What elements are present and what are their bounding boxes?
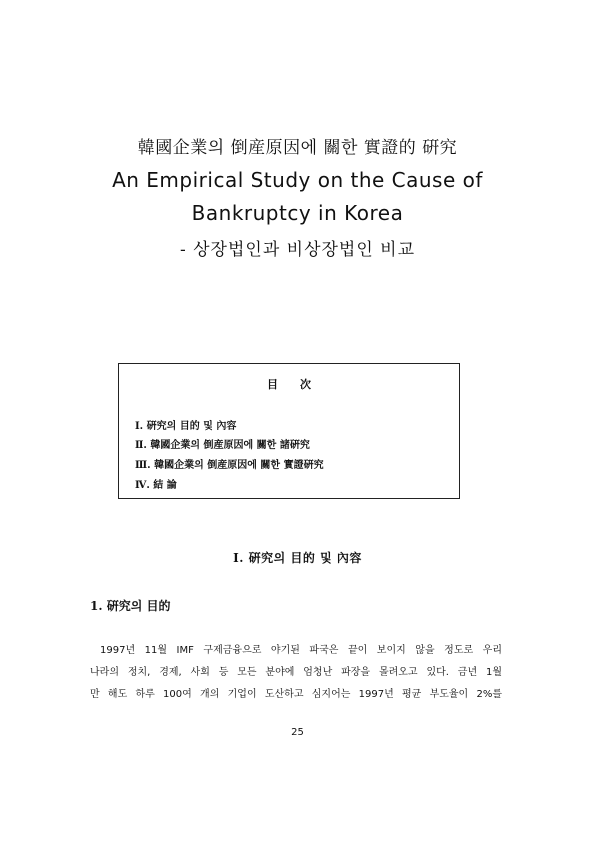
body-line: 만 해도 하루 100여 개의 기업이 도산하고 심지어는 1997년 평균 부도율이 2%를 <box>90 689 502 700</box>
subtitle: - 상장법인과 비상장법인 비교 <box>179 240 416 260</box>
page-number: 25 <box>291 727 304 738</box>
toc-item: Ⅳ. 結 論 <box>135 480 177 491</box>
body-paragraph <box>90 640 502 706</box>
toc-heading: 目次 <box>267 378 333 391</box>
toc-item: Ⅰ. 硏究의 目的 및 內容 <box>135 421 237 432</box>
body-line: 나라의 정치, 경제, 사회 등 모든 분야에 엄청난 파장을 몰려오고 있다. 금년 1월 <box>90 667 502 678</box>
korean-title: 韓國企業의 倒産原因에 關한 實證的 硏究 <box>137 138 458 158</box>
english-title-line-2: Bankruptcy in Korea <box>191 201 404 225</box>
english-title-line-1: An Empirical Study on the Cause of <box>112 168 483 192</box>
toc-item: Ⅲ. 韓國企業의 倒産原因에 關한 實證硏究 <box>135 460 324 471</box>
sub-heading: 1. 硏究의 目的 <box>90 599 171 613</box>
toc-item: Ⅱ. 韓國企業의 倒産原因에 關한 諸硏究 <box>135 440 310 451</box>
body-line: 1997년 11월 IMF 구제금융으로 야기된 파국은 끝이 보이지 않을 정도로 우리 <box>100 645 502 656</box>
table-of-contents-box <box>118 363 460 499</box>
section-heading: Ⅰ. 硏究의 目的 및 內容 <box>233 551 362 565</box>
